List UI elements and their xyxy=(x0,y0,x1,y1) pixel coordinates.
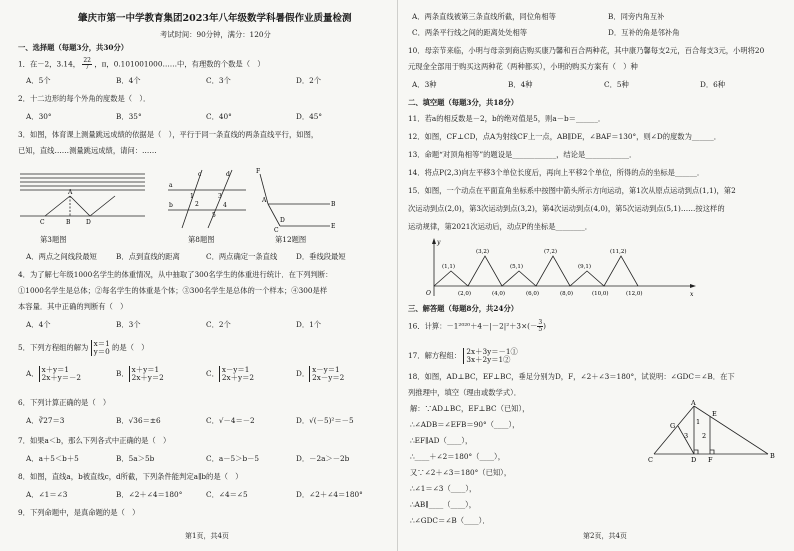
q10-option: C．5种 xyxy=(604,80,629,89)
figure-15-zigzag-path xyxy=(418,238,698,300)
frac-num: 3 xyxy=(538,319,543,326)
q6-option: A．∛27＝3 xyxy=(26,416,65,425)
q18-proof-step: ∴AB∥____（____）， xyxy=(410,500,477,509)
point-label-lower: (12,0) xyxy=(626,291,643,297)
opt-eq: 2x＋y＝2 xyxy=(221,373,255,382)
exam-title: 肇庆市第一中学教育集团2023年八年级数学科暑假作业质量检测 xyxy=(78,13,352,24)
q2-option: C．40° xyxy=(206,112,232,121)
svg-text:5: 5 xyxy=(212,212,216,219)
question-16 xyxy=(408,320,546,333)
q5-tail: 的是（ ） xyxy=(112,343,149,352)
question-10-line-1: 10．母亲节来临，小明与母亲到商店购买康乃馨和百合两种花，其中康乃馨每支2元，百合每支3元，小明将20 xyxy=(408,46,765,55)
q5-text: 5．下列方程组的解为 xyxy=(18,343,89,352)
svg-text:A: A xyxy=(68,189,73,196)
svg-text:D: D xyxy=(86,219,91,226)
point-label-lower: (2,0) xyxy=(458,291,472,297)
q8-option: B．∠2＋∠4＝180° xyxy=(116,490,183,499)
opt-key: D． xyxy=(296,369,310,378)
question-8: 8．如图，直线a，b被直线c，d所截，下列条件能判定a∥b的是（ ） xyxy=(18,472,243,481)
section-2-heading: 二、填空题（每题3分，共18分） xyxy=(408,98,519,107)
question-5 xyxy=(18,340,149,356)
q2-option: D．45° xyxy=(296,112,323,121)
figure-12-angles xyxy=(250,168,340,232)
svg-text:D: D xyxy=(691,456,697,464)
q10-option: B．4种 xyxy=(508,80,533,89)
svg-text:d: d xyxy=(226,171,230,178)
question-4-line-1: 4．为了解七年级1000名学生的体重情况，从中抽取了300名学生的体重进行统计．在下列判断： xyxy=(18,270,333,279)
q6-option: B．√36＝±6 xyxy=(116,416,161,425)
frac-den: 7 xyxy=(85,64,90,71)
q1-option: D．2个 xyxy=(296,76,322,85)
svg-text:A: A xyxy=(691,399,696,407)
page-number: 第2页，共4页 xyxy=(583,532,627,540)
opt-key: A． xyxy=(26,369,39,378)
question-18-line-1: 18．如图，AD⊥BC，EF⊥BC，垂足分别为D，F，∠2＋∠3＝180°，试说明：∠GDC＝∠B．在下 xyxy=(408,372,735,381)
svg-text:2: 2 xyxy=(195,201,199,208)
svg-text:D: D xyxy=(280,217,285,224)
point-label-upper: (1,1) xyxy=(442,264,456,270)
question-13: 13．命题“对顶角相等”的题设是____________，结论是____________． xyxy=(408,150,637,159)
svg-text:c: c xyxy=(198,171,202,178)
opt-key: B． xyxy=(116,369,129,378)
svg-text:b: b xyxy=(169,202,173,209)
q1-option: A．5个 xyxy=(26,76,51,85)
svg-text:C: C xyxy=(648,456,653,464)
svg-text:F: F xyxy=(256,168,261,175)
q5-sol-x: x＝1 xyxy=(93,339,110,348)
question-4-line-3: 本容量．其中正确的判断有（ ） xyxy=(18,302,128,311)
question-15-line-2: 次运动到点(2,0)，第3次运动到点(3,2)，第4次运动到点(4,0)，第5次运动到点(5,1)……按这样的 xyxy=(408,204,725,213)
q5-sol-y: y＝0 xyxy=(93,347,110,356)
figure-8-caption: 第8题图 xyxy=(188,235,215,244)
q1-text-b: ，π，0.101001000……中，有理数的个数是（ ） xyxy=(94,59,265,69)
frac-num: 22 xyxy=(83,57,91,64)
question-1 xyxy=(18,58,265,71)
point-label-lower: (8,0) xyxy=(560,291,574,297)
opt-system xyxy=(129,366,164,382)
svg-text:B: B xyxy=(66,219,71,226)
page-number: 第1页，共4页 xyxy=(185,532,229,540)
q6-option: C．√－4＝－2 xyxy=(206,416,255,425)
question-3-line-1: 3．如图，体育课上测量跳远成绩的依据是（ ），平行于同一条直线的两条直线平行，如图， xyxy=(18,130,319,139)
svg-text:a: a xyxy=(169,182,173,189)
opt-eq: x－y＝1 xyxy=(221,365,250,374)
q9-option: D．互补的角是邻补角 xyxy=(608,28,680,37)
q4-option: A．4个 xyxy=(26,320,51,329)
question-17 xyxy=(408,348,518,364)
q16-tail: ) xyxy=(543,321,547,331)
exam-page-2 xyxy=(397,0,794,551)
q5-solution xyxy=(91,340,110,356)
opt-eq: x＋y＝1 xyxy=(131,365,160,374)
opt-system xyxy=(309,366,344,382)
question-9: 9．下列命题中，是真命题的是（ ） xyxy=(18,508,140,517)
q5-option-b xyxy=(116,366,164,382)
q18-proof-step: ∴∠GDC＝∠B（____）． xyxy=(410,516,490,525)
axis-y-label: y xyxy=(437,239,441,246)
q1-option: B．4个 xyxy=(116,76,141,85)
svg-text:E: E xyxy=(331,223,336,230)
exam-info: 考试时间：90分钟，满分：120分 xyxy=(160,30,271,39)
point-label-lower: (10,0) xyxy=(592,291,609,297)
opt-key: C． xyxy=(206,369,219,378)
q18-proof-step: ∴EF∥AD（____）， xyxy=(410,436,473,445)
question-7: 7．如果a＜b，那么下列各式中正确的是（ ） xyxy=(18,436,171,445)
question-2: 2．十二边形的每个外角的度数是（ ）． xyxy=(18,94,151,103)
svg-text:F: F xyxy=(708,456,713,464)
q2-option: B．35° xyxy=(116,112,142,121)
question-15-line-1: 15．如图，一个动点在平面直角坐标系中按图中箭头所示方向运动，第1次从原点运动到点(1,1)，第2 xyxy=(408,186,736,195)
q9-option: A．两条直线被第三条直线所截，同位角相等 xyxy=(412,12,556,21)
svg-text:C: C xyxy=(274,227,279,234)
svg-text:1: 1 xyxy=(190,193,194,200)
opt-eq: 2x＋y＝2 xyxy=(131,373,164,382)
q7-option: A．a＋5＜b＋5 xyxy=(26,454,79,463)
point-label-upper: (3,2) xyxy=(476,249,490,255)
svg-text:3: 3 xyxy=(218,193,222,200)
q16-text: 16．计算：－1²⁰²⁰＋4－|－2|²＋3×(－ xyxy=(408,321,538,331)
svg-text:B: B xyxy=(770,452,775,460)
q17-text: 17．解方程组： xyxy=(408,351,462,360)
question-14: 14．将点P(2,3)向左平移3个单位长度后，再向上平移2个单位，所得的点的坐标是______． xyxy=(408,168,705,177)
opt-system xyxy=(39,366,81,382)
q3-option: C．两点确定一条直线 xyxy=(206,252,278,261)
q8-option: D．∠2＋∠4＝180° xyxy=(296,490,363,499)
point-label-lower: (6,0) xyxy=(526,291,540,297)
section-1-heading: 一、选择题（每题3分，共30分） xyxy=(18,43,129,52)
q10-option: A．3种 xyxy=(412,80,437,89)
frac-den: 5 xyxy=(538,326,543,333)
q10-option: D．6种 xyxy=(700,80,726,89)
q17-eq: 2x＋3y＝－1① xyxy=(466,347,518,356)
svg-text:B: B xyxy=(331,201,336,208)
point-label-upper: (5,1) xyxy=(510,264,524,270)
svg-text:A: A xyxy=(262,197,267,204)
q9-option: B．同旁内角互补 xyxy=(608,12,665,21)
q18-proof-step: ∴____＋∠2＝180°（____）， xyxy=(410,452,505,461)
svg-text:C: C xyxy=(40,219,45,226)
q4-option: B．3个 xyxy=(116,320,141,329)
section-3-heading: 三、解答题（每题8分，共24分） xyxy=(408,304,519,313)
figure-12-caption: 第12题图 xyxy=(275,235,307,244)
q3-option: D．垂线段最短 xyxy=(296,252,346,261)
figure-3-long-jump xyxy=(20,170,150,230)
opt-eq: 2x＋y＝－2 xyxy=(41,373,81,382)
q7-option: C．a－5＞b－5 xyxy=(206,454,260,463)
axis-x-label: x xyxy=(690,291,694,298)
origin-label: O xyxy=(426,290,431,297)
svg-text:E: E xyxy=(712,410,717,418)
opt-eq: x－y＝1 xyxy=(312,365,340,374)
svg-text:2: 2 xyxy=(702,432,707,440)
svg-text:G: G xyxy=(670,422,676,430)
svg-text:1: 1 xyxy=(696,418,701,426)
q1-text-a: 1．在－2，3.14， xyxy=(18,59,81,69)
figure-3-caption: 第3题图 xyxy=(40,235,67,244)
question-18-line-2: 列推理中，填空（理由或数学式）． xyxy=(408,388,522,397)
svg-text:4: 4 xyxy=(223,202,227,209)
q6-option: D．√(－5)²＝－5 xyxy=(296,416,354,425)
q3-option: A．两点之间线段最短 xyxy=(26,252,97,261)
point-label-lower: (4,0) xyxy=(492,291,506,297)
question-15-line-3: 运动规律，第2021次运动后，动点P的坐标是________． xyxy=(408,222,593,231)
q5-option-d xyxy=(296,366,344,382)
point-label-upper: (7,2) xyxy=(544,249,558,255)
q8-option: C．∠4＝∠5 xyxy=(206,490,248,499)
q18-proof-step: 又∵∠2＋∠3＝180°（已知）， xyxy=(410,468,512,477)
point-label-upper: (9,1) xyxy=(578,264,592,270)
figure-8-transversals xyxy=(168,168,248,232)
question-10-line-2: 元现金全部用于购买这两种花（两种都买），小明的购买方案有（ ）种 xyxy=(408,62,638,71)
q8-option: A．∠1＝∠3 xyxy=(26,490,68,499)
opt-system xyxy=(219,366,254,382)
opt-eq: x＋y＝1 xyxy=(41,365,70,374)
q3-option: B．点到直线的距离 xyxy=(116,252,180,261)
point-label-upper: (11,2) xyxy=(610,249,627,255)
q7-option: D．－2a＞－2b xyxy=(296,454,350,463)
q17-system xyxy=(463,348,517,364)
svg-text:3: 3 xyxy=(684,432,689,440)
q4-option: D．1个 xyxy=(296,320,322,329)
q18-proof-step: 解：∵AD⊥BC，EF⊥BC（已知）， xyxy=(410,404,530,413)
question-3-line-2: 已知，直线……测量跳远成绩，请问：…… xyxy=(18,146,157,155)
question-12: 12．如图，CF⊥CD，点A为射线CF上一点，AB∥DE，∠BAF＝130°，则∠D的度数为______． xyxy=(408,132,722,141)
q1-option: C．3个 xyxy=(206,76,231,85)
question-11: 11．若a的相反数是－2，b的绝对值是5，则a－b＝______． xyxy=(408,114,606,123)
opt-eq: 2x－y＝2 xyxy=(312,373,345,382)
q5-option-a xyxy=(26,366,81,382)
question-4-line-2: ①1000名学生是总体；②每名学生的体重是个体；③300名学生是总体的一个样本；④300是样 xyxy=(18,286,328,295)
q18-proof-step: ∴∠ADB＝∠EFB＝90°（____）， xyxy=(410,420,520,429)
question-6: 6．下列计算正确的是（ ） xyxy=(18,398,111,407)
q1-fraction xyxy=(82,58,92,71)
q4-option: C．2个 xyxy=(206,320,231,329)
q9-option: C．两条平行线之间的距离处处相等 xyxy=(412,28,528,37)
figure-18-triangle xyxy=(648,399,778,464)
q7-option: B．5a＞5b xyxy=(116,454,155,463)
q18-proof-step: ∴∠1＝∠3（____）， xyxy=(410,484,477,493)
q17-eq: 3x＋2y＝1② xyxy=(466,355,511,364)
q2-option: A．30° xyxy=(26,112,52,121)
q5-option-c xyxy=(206,366,254,382)
